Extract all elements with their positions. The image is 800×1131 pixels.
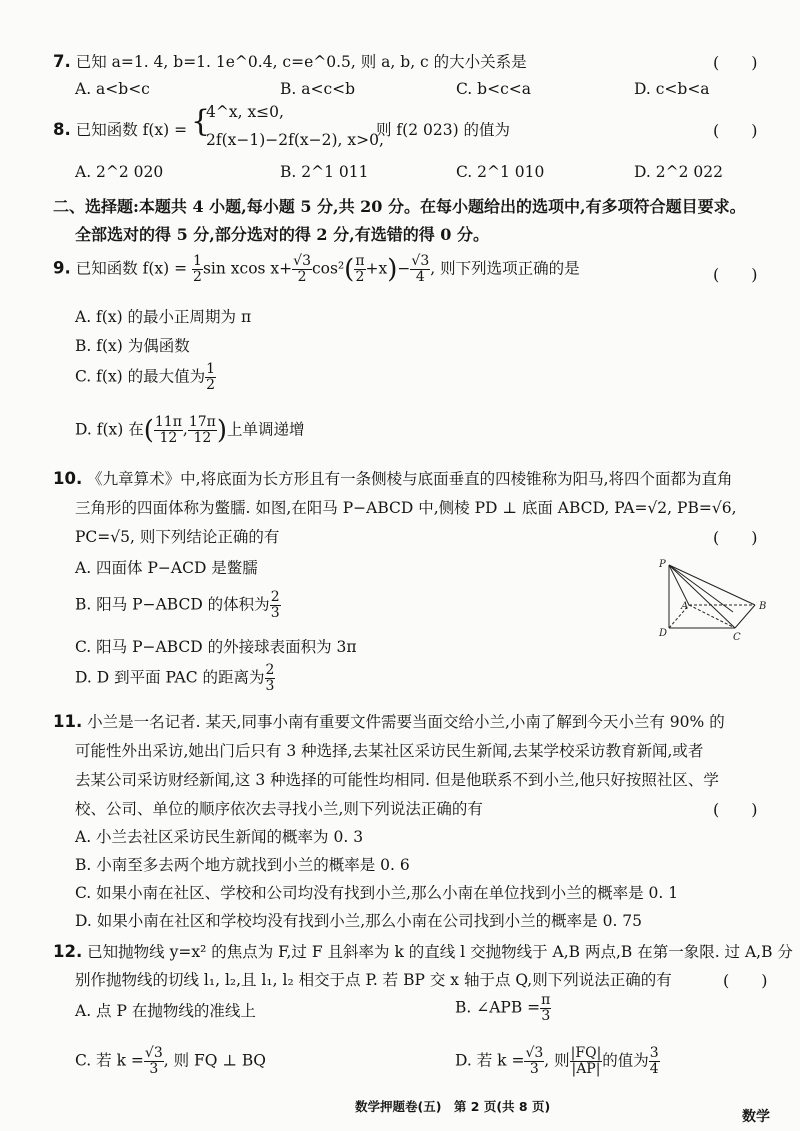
fraction bbox=[292, 254, 312, 285]
fraction bbox=[570, 1046, 603, 1077]
edge-PA bbox=[669, 565, 689, 605]
numerator: 17π bbox=[188, 414, 216, 430]
fraction bbox=[540, 993, 551, 1024]
paren-close: ) bbox=[387, 254, 398, 285]
option-a: A. f(x) 的最小正周期为 π bbox=[75, 308, 252, 326]
answer-parenthesis: ( ) bbox=[713, 121, 758, 140]
denominator: 12 bbox=[193, 430, 212, 446]
option-b bbox=[75, 590, 281, 621]
denominator: |AP| bbox=[571, 1061, 601, 1077]
question-number: 9. bbox=[53, 258, 71, 278]
label-A: A bbox=[681, 601, 689, 612]
q11-line3: 去某公司采访财经新闻,这 3 种选择的可能性均相同. 但是他联系不到小兰,他只好按照社区、学 bbox=[75, 771, 719, 789]
numerator: |FQ| bbox=[570, 1045, 602, 1061]
question-number: 10. bbox=[53, 469, 83, 488]
option-text: B. ∠APB = bbox=[455, 998, 541, 1017]
question-text: +x bbox=[365, 259, 388, 278]
pyramid-figure bbox=[655, 555, 775, 645]
label-D: D bbox=[659, 628, 668, 639]
option-text: C. f(x) 的最大值为 bbox=[75, 367, 206, 386]
fraction bbox=[524, 1046, 544, 1077]
q7-stem bbox=[53, 50, 527, 72]
option-a: A. 四面体 P−ACD 是鳖臑 bbox=[75, 559, 258, 577]
question-text: 已知 a=1. 4, b=1. 1e^0.4, c=e^0.5, 则 a, b, c 的大小关系是 bbox=[75, 53, 527, 71]
option-text: , 则 bbox=[544, 1051, 570, 1070]
denominator: 4 bbox=[415, 269, 425, 285]
option-d: D. f(x) 在( $\frac{11\pi}{12}$ , $\frac{17\pi}{12}$ )上单调递增 bbox=[75, 414, 305, 446]
option-d: D. 2^2 022 bbox=[634, 163, 723, 181]
fraction bbox=[649, 1046, 660, 1077]
option-d bbox=[455, 1046, 660, 1077]
denominator: 3 bbox=[529, 1061, 539, 1077]
option-text: 的值为 bbox=[602, 1051, 649, 1070]
question-text: 已知抛物线 y=x² 的焦点为 F,过 F 且斜率为 k 的直线 l 交抛物线于 A,B 两点,B 在第一象限. 过 A,B 分 bbox=[87, 943, 793, 961]
option-text: C. 若 k = bbox=[75, 1051, 144, 1070]
denominator: 12 bbox=[159, 430, 178, 446]
option-text: 上单调递增 bbox=[227, 420, 305, 439]
question-number: 12. bbox=[53, 942, 83, 961]
numerator: √3 bbox=[144, 1045, 163, 1061]
edge-CB bbox=[735, 605, 755, 628]
option-text: D. D 到平面 PAC 的距离为 bbox=[75, 668, 265, 687]
option-text: , 则 FQ ⊥ BQ bbox=[163, 1051, 267, 1070]
answer-parenthesis: ( ) bbox=[713, 528, 758, 547]
option-c: C. 2^1 010 bbox=[456, 163, 545, 181]
fraction bbox=[410, 254, 430, 285]
option-d bbox=[75, 663, 275, 694]
q12-line2: 别作抛物线的切线 l₁, l₂,且 l₁, l₂ 相交于点 P. 若 BP 交 x 轴于点 Q,则下列说法正确的有 bbox=[75, 971, 672, 989]
question-number: 7. bbox=[53, 52, 71, 71]
denominator: 4 bbox=[649, 1061, 659, 1077]
option-text: D. f(x) 在 bbox=[75, 420, 144, 439]
question-text: cos² bbox=[311, 259, 345, 278]
numerator: 11π bbox=[154, 414, 182, 430]
paren-close: ) bbox=[216, 415, 228, 446]
numerator: 3 bbox=[649, 1045, 659, 1061]
q10-line1 bbox=[53, 467, 733, 489]
page-footer: 数学押题卷(五) 第 2 页(共 8 页) bbox=[355, 1099, 551, 1114]
option-c: C. 阳马 P−ABCD 的外接球表面积为 3π bbox=[75, 638, 357, 656]
question-text: 小兰是一名记者. 某天,同事小南有重要文件需要当面交给小兰,小南了解到今天小兰有 90% 的 bbox=[87, 713, 725, 731]
denominator: 3 bbox=[541, 1008, 551, 1024]
denominator: 2 bbox=[206, 377, 216, 393]
label-B: B bbox=[759, 601, 767, 612]
q8-stem bbox=[53, 118, 187, 140]
q11-line2: 可能性外出采访,她出门后只有 3 种选择,去某社区采访民生新闻,去某学校采访教育新闻,或者 bbox=[75, 742, 704, 760]
option-c bbox=[75, 1046, 266, 1077]
numerator: √3 bbox=[411, 253, 430, 269]
piecewise-case-2: 2f(x−1)−2f(x−2), x>0, bbox=[206, 131, 384, 149]
label-P: P bbox=[659, 559, 666, 570]
denominator: 2 bbox=[355, 269, 365, 285]
q10-line3: PC=√5, 则下列结论正确的有 bbox=[75, 528, 280, 546]
q10-line2: 三角形的四面体称为鳖臑. 如图,在阳马 P−ABCD 中,侧棱 PD ⊥ 底面 ABCD, PA=√2, PB=√6, bbox=[75, 499, 737, 517]
option-d: D. 如果小南在社区和学校均没有找到小兰,那么小南在公司找到小兰的概率是 0. 75 bbox=[75, 912, 643, 930]
q9-stem bbox=[53, 254, 580, 285]
numerator: √3 bbox=[525, 1045, 544, 1061]
question-text: 《九章算术》中,将底面为长方形且有一条侧棱与底面垂直的四棱锥称为阳马,将四个面都为直角 bbox=[87, 470, 733, 488]
q11-line1 bbox=[53, 710, 725, 732]
question-text: 已知函数 f(x) = bbox=[75, 259, 188, 278]
fraction bbox=[144, 1046, 164, 1077]
edge-PC bbox=[669, 565, 735, 628]
fraction bbox=[205, 362, 216, 393]
q11-line4: 校、公司、单位的顺序依次去寻找小兰,则下列说法正确的有 bbox=[75, 800, 483, 818]
denominator: 3 bbox=[149, 1061, 159, 1077]
option-text: B. 阳马 P−ABCD 的体积为 bbox=[75, 595, 270, 614]
piecewise-case-1: 4^x, x≤0, bbox=[206, 103, 284, 121]
question-text: sin xcos x+ bbox=[202, 259, 293, 278]
option-b: B. 2^1 011 bbox=[280, 163, 369, 181]
option-b: B. f(x) 为偶函数 bbox=[75, 337, 190, 355]
option-b: B. a<c<b bbox=[280, 80, 356, 98]
section-heading: 二、选择题:本题共 4 小题,每小题 5 分,共 20 分。在每小题给出的选项中,有多项符合题目要求。 bbox=[53, 197, 746, 216]
fraction bbox=[270, 590, 281, 621]
denominator: 2 bbox=[193, 269, 202, 285]
numerator: 1 bbox=[206, 361, 216, 377]
numerator: π bbox=[541, 992, 551, 1008]
option-text: D. 若 k = bbox=[455, 1051, 525, 1070]
fraction bbox=[188, 415, 217, 446]
answer-parenthesis: ( ) bbox=[723, 971, 768, 990]
fraction bbox=[192, 254, 203, 285]
numerator: π bbox=[355, 253, 365, 269]
question-text: − bbox=[397, 259, 411, 278]
denominator: 3 bbox=[265, 678, 275, 694]
answer-parenthesis: ( ) bbox=[713, 53, 758, 72]
numerator: 2 bbox=[270, 589, 280, 605]
question-number: 8. bbox=[53, 120, 71, 139]
option-a: A. 2^2 020 bbox=[75, 163, 164, 181]
option-b bbox=[455, 993, 551, 1024]
edge-PB bbox=[669, 565, 755, 605]
option-d: D. c<b<a bbox=[634, 80, 710, 98]
paren-open: ( bbox=[344, 254, 355, 285]
label-C: C bbox=[733, 632, 741, 643]
question-number: 11. bbox=[53, 712, 83, 731]
option-c: C. 如果小南在社区、学校和公司均没有找到小兰,那么小南在单位找到小兰的概率是 0. 1 bbox=[75, 884, 679, 902]
numerator: 1 bbox=[193, 253, 202, 269]
option-a: A. 小兰去社区采访民生新闻的概率为 0. 3 bbox=[75, 828, 364, 846]
numerator: 2 bbox=[265, 662, 275, 678]
denominator: 3 bbox=[270, 605, 280, 621]
question-text: 已知函数 f(x) = bbox=[75, 121, 188, 139]
q12-line1 bbox=[53, 940, 793, 962]
option-a: A. a<b<c bbox=[75, 80, 150, 98]
section-instructions: 全部选对的得 5 分,部分选对的得 2 分,有选错的得 0 分。 bbox=[75, 225, 489, 244]
subject-tag: 数学 bbox=[742, 1109, 770, 1125]
answer-parenthesis: ( ) bbox=[713, 265, 758, 284]
denominator: 2 bbox=[297, 269, 307, 285]
answer-parenthesis: ( ) bbox=[713, 800, 758, 819]
fraction bbox=[154, 415, 183, 446]
fraction bbox=[265, 663, 276, 694]
brace: { bbox=[191, 104, 211, 139]
option-a: A. 点 P 在抛物线的准线上 bbox=[75, 1002, 256, 1020]
question-text: 则 f(2 023) 的值为 bbox=[376, 121, 511, 139]
option-b: B. 小南至多去两个地方就找到小兰的概率是 0. 6 bbox=[75, 856, 410, 874]
question-text: , 则下列选项正确的是 bbox=[430, 259, 580, 278]
fraction bbox=[354, 254, 365, 285]
numerator: √3 bbox=[293, 253, 311, 269]
paren-open: ( bbox=[143, 415, 154, 446]
option-c: C. b<c<a bbox=[456, 80, 531, 98]
option-c bbox=[75, 362, 216, 393]
